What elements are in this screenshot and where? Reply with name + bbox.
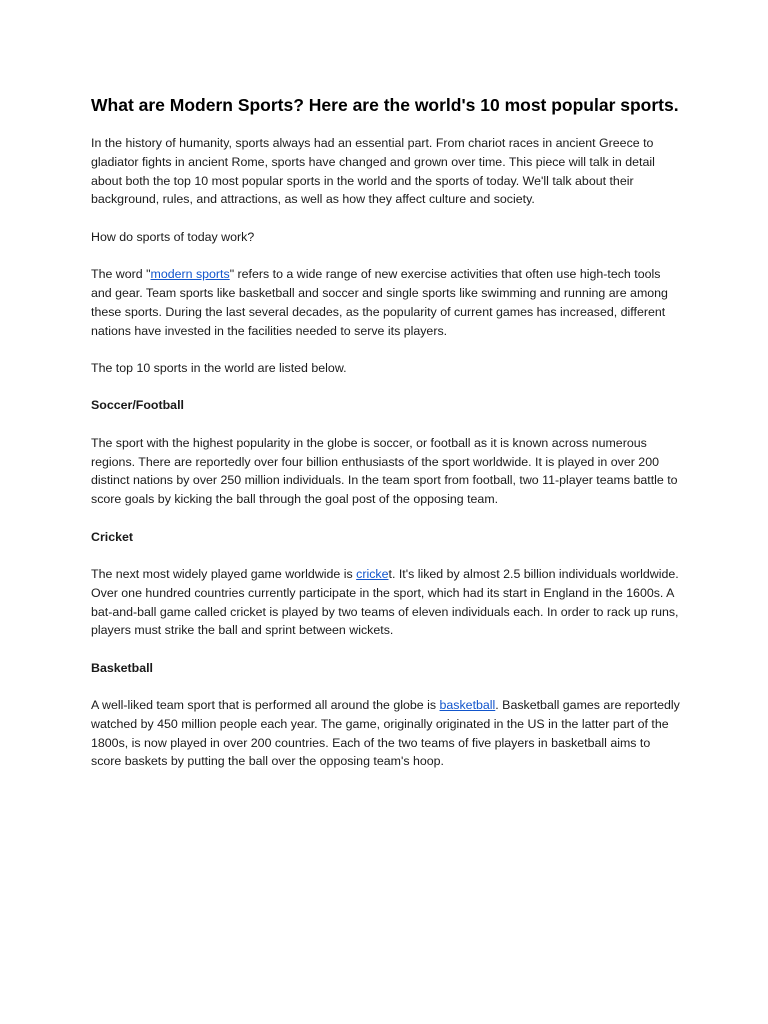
cricket-paragraph — [91, 565, 681, 640]
soccer-heading: Soccer/Football — [91, 398, 184, 413]
soccer-paragraph: The sport with the highest popularity in the globe is soccer, or football as it is known across numerous regions. There are reportedly over four billion enthusiasts of the sport worldwide. It is played in over 200 distinct nations by over 250 million individuals. In the team sport from football, two 11-player teams battle to score goals by kicking the ball through the goal post of the opposing team. — [91, 435, 678, 507]
question-paragraph: How do sports of today work? — [91, 229, 255, 244]
modern-sports-text-after: " refers to a wide range of new exercise activities that often use high-tech tools and gear. Team sports like basketball and soccer and single sports like swimming and running are among these sports. During the last several decades, as the popularity of current games has increased, different nations have invested in the facilities needed to serve its players. — [91, 267, 668, 338]
basketball-link[interactable]: basketball — [439, 698, 496, 713]
cricket-heading: Cricket — [91, 529, 134, 544]
intro-paragraph: In the history of humanity, sports always had an essential part. From chariot races in ancient Greece to gladiator fights in ancient Rome, sports have changed and grown over time. This piece will talk in detail about both the top 10 most popular sports in the world and the sports of today. We'll talk about their background, rules, and attractions, as well as how they affect culture and society. — [91, 136, 655, 207]
list-intro-paragraph: The top 10 sports in the world are listed below. — [91, 360, 347, 375]
modern-sports-text-before: The word " — [91, 267, 151, 282]
basketball-text-after: . Basketball games are reportedly watched by 450 million people each year. The game, originally originated in the US in the latter part of the 1800s, is now played in over 200 countries. Each of the two teams of five players in basketball aims to score baskets by putting the ball over the opposing team's hoop. — [91, 698, 680, 769]
cricket-link[interactable]: cricke — [356, 566, 389, 581]
cricket-text-after: t. It's liked by almost 2.5 billion individuals worldwide. Over one hundred countries currently participate in the sport, which had its start in England in the 1600s. A bat-and-ball game called cricket is played by two teams of eleven individuals each. In order to rack up runs, players must strike the ball and sprint between wickets. — [91, 566, 679, 638]
basketball-text-before: A well-liked team sport that is performed all around the globe is — [91, 698, 440, 713]
basketball-paragraph — [91, 696, 681, 771]
document-body — [91, 92, 681, 790]
basketball-heading: Basketball — [91, 660, 153, 675]
modern-sports-link[interactable]: modern sports — [150, 267, 230, 282]
page-title: What are Modern Sports? Here are the world's 10 most popular sports. — [91, 95, 679, 115]
modern-sports-paragraph — [91, 265, 681, 340]
cricket-text-before: The next most widely played game worldwide is — [91, 566, 357, 581]
